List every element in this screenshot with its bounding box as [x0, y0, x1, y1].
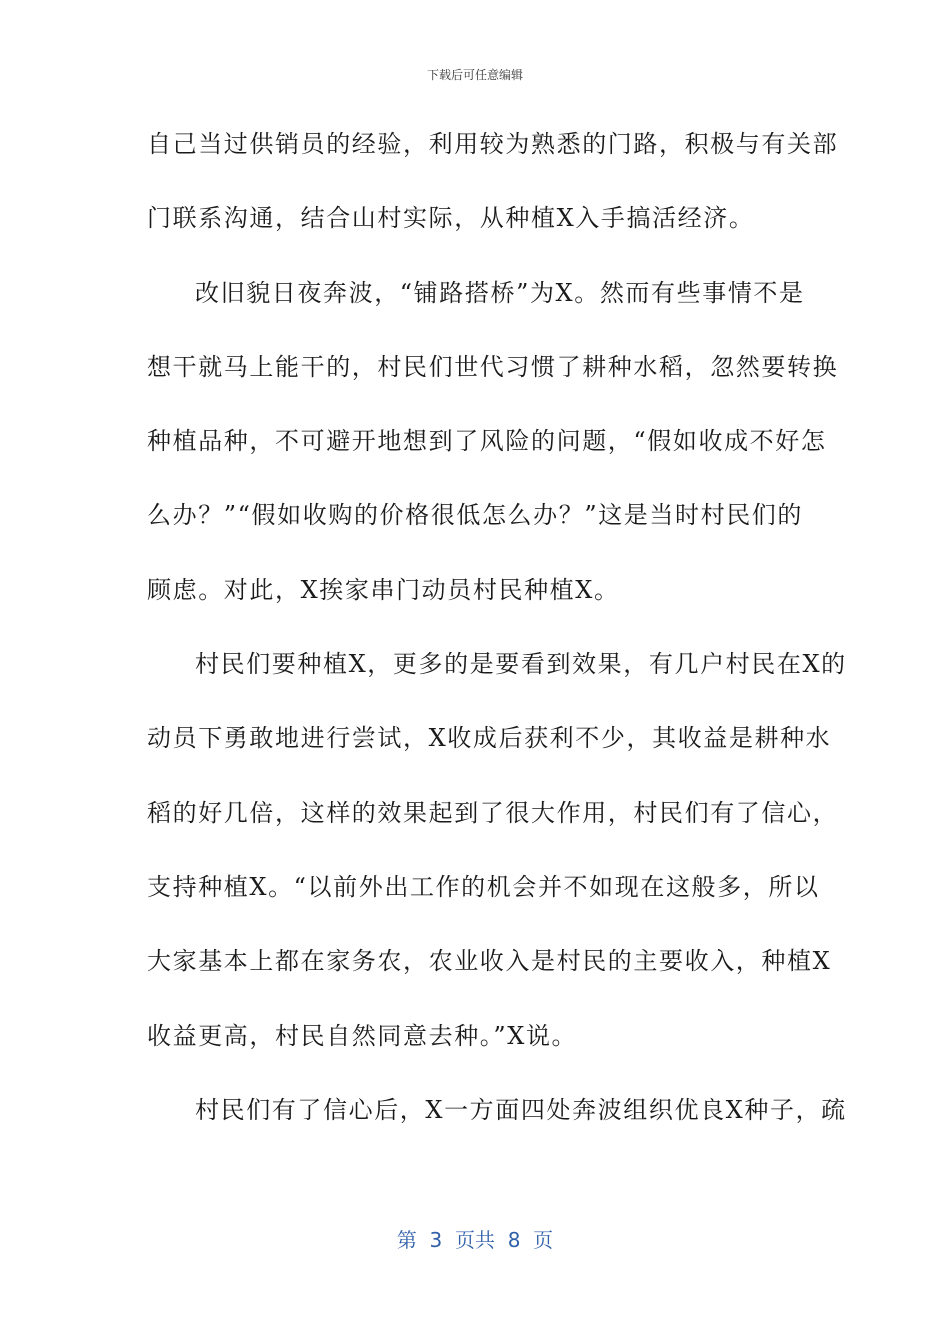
- text-line: 支持种植X。“以前外出工作的机会并不如现在这般多，所以: [147, 872, 820, 901]
- text-line: 么办？”“假如收购的价格很低怎么办？”这是当时村民们的: [147, 501, 804, 530]
- paragraph-first-line: 改旧貌日夜奔波，“铺路搭桥”为X。然而有些事情不是: [195, 278, 805, 307]
- text-line: 门联系沟通，结合山村实际，从种植X入手搞活经济。: [147, 204, 755, 233]
- text-line: 稻的好几倍，这样的效果起到了很大作用，村民们有了信心，: [147, 798, 839, 827]
- text-line: 动员下勇敢地进行尝试，X收成后获利不少，其收益是耕种水: [147, 724, 832, 753]
- text-line: 想干就马上能干的，村民们世代习惯了耕种水稻，忽然要转换: [147, 352, 839, 381]
- paragraph-first-line: 村民们有了信心后，X一方面四处奔波组织优良X种子，疏: [195, 1095, 847, 1124]
- page-header: 下载后可任意编辑: [426, 68, 523, 82]
- paragraph-first-line: 村民们要种植X，更多的是要看到效果，有几户村民在X的: [195, 650, 847, 679]
- document-body: [147, 124, 847, 1164]
- text-line: 自己当过供销员的经验，利用较为熟悉的门路，积极与有关部: [147, 130, 839, 158]
- text-line: 顾虑。对此，X挨家串门动员村民种植X。: [147, 575, 620, 604]
- page-number-footer: 第 3 页共 8 页: [396, 1228, 554, 1252]
- text-line: 大家基本上都在家务农，农业收入是村民的主要收入，种植X: [147, 947, 832, 976]
- text-line: 收益更高，村民自然同意去种。”X说。: [147, 1021, 578, 1050]
- text-line: 种植品种，不可避开地想到了风险的问题，“假如收成不好怎: [147, 427, 827, 456]
